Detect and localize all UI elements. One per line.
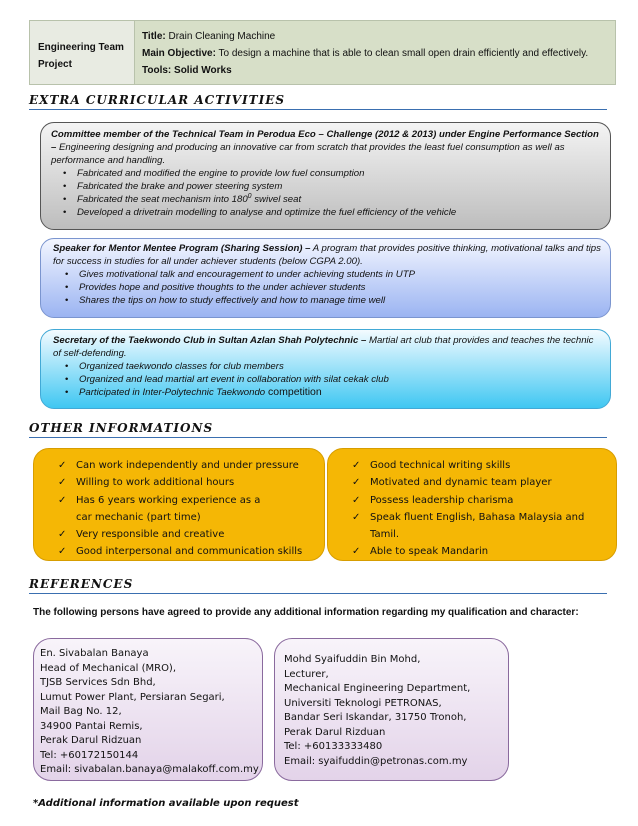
list-item: • Developed a drivetrain modelling to analyse and optimize the fuel efficiency of the vehicle — [77, 206, 602, 219]
list-item — [58, 457, 318, 474]
reference-line: Mohd Syaifuddin Bin Mohd, — [284, 654, 421, 665]
activity-intro — [53, 334, 602, 360]
reference-email: Email: sivabalan.banaya@malakoff.com.my — [40, 764, 259, 775]
skills-list-right — [350, 457, 610, 561]
reference-phone: Tel: +60172150144 — [40, 749, 139, 761]
project-title-line — [142, 28, 615, 45]
list-item — [352, 457, 610, 474]
list-item — [352, 474, 610, 491]
reference-line: Perak Darul Ridzuan — [40, 735, 142, 746]
degree-superscript: 0 — [247, 192, 252, 200]
check-icon: ✓ — [352, 477, 361, 489]
project-objective-line — [142, 45, 615, 62]
list-item: • Gives motivational talk and encouragement to under achieving students in UTP — [79, 268, 602, 281]
activity-heading: Secretary of the Taekwondo Club in Sultan Azlan Shah Polytechnic – — [53, 335, 367, 346]
activity-heading: Speaker for Mentor Mentee Program (Sharing Session) – — [53, 243, 311, 254]
section-title-references: REFERENCES — [29, 577, 607, 594]
reference-line: Head of Mechanical (MRO), — [40, 662, 177, 674]
list-item — [352, 543, 610, 560]
list-item-text-tail: competition — [265, 386, 322, 398]
skills-box-left — [33, 448, 325, 561]
project-title-label: Title: — [142, 31, 166, 42]
reference-phone: Tel: +60133333480 — [284, 741, 383, 752]
activity-box-perodua — [40, 122, 611, 230]
skill-text: Possess leadership charisma — [370, 494, 514, 506]
check-icon: ✓ — [58, 460, 67, 471]
list-item — [58, 526, 318, 543]
activity-box-mentor — [40, 238, 611, 318]
list-item-text: Fabricated the seat mechanism into 180 — [77, 194, 248, 205]
project-label: Engineering Team Project — [38, 42, 124, 70]
list-item: • Provides hope and positive thoughts to the under achiever students — [79, 281, 602, 294]
list-item — [352, 509, 610, 544]
reference-card-syaifuddin — [274, 638, 509, 781]
skill-text: Good interpersonal and communication skills — [76, 546, 303, 558]
list-item — [58, 492, 318, 527]
list-item — [58, 474, 318, 491]
activity-intro — [53, 242, 602, 268]
list-item: • Organized and lead martial art event in collaboration with silat cekak club — [79, 373, 602, 386]
skill-text: Very responsible and creative — [76, 529, 225, 541]
reference-email: Email: syaifuddin@petronas.com.my — [284, 755, 468, 767]
reference-line: Lecturer, — [284, 668, 329, 680]
reference-line: Mail Bag No. 12, — [40, 706, 122, 717]
list-item — [77, 193, 602, 206]
section-title-other-informations: OTHER INFORMATIONS — [29, 421, 607, 438]
list-item: • Fabricated the brake and power steering system — [77, 180, 602, 193]
reference-line: Universiti Teknologi PETRONAS, — [284, 697, 442, 709]
skill-text: Speak fluent English, Bahasa Malaysia and Tamil. — [370, 511, 585, 541]
list-item: • Shares the tips on how to study effectively and how to manage time well — [79, 294, 602, 307]
project-tools: Tools: Solid Works — [142, 65, 232, 76]
list-item: • Fabricated and modified the engine to provide low fuel consumption — [77, 167, 602, 180]
activity-description: A program that provides positive thinking, motivational talks and tips for success in studies for all under achiever students (below CGPA 2.00). — [53, 243, 601, 267]
skill-text: Able to speak Mandarin — [370, 546, 489, 558]
section-title-extra-curricular: EXTRA CURRICULAR ACTIVITIES — [29, 93, 607, 110]
project-objective-value: To design a machine that is able to clean small open drain efficiently and effectively. — [215, 48, 589, 59]
reference-line: Perak Darul Rizduan — [284, 726, 386, 738]
reference-card-sivabalan — [33, 638, 263, 781]
reference-line: 34900 Pantai Remis, — [40, 720, 143, 732]
activity-heading: Committee member of the Technical Team in Perodua Eco – Challenge (2012 & 2013) under Engine Performance Section – — [51, 129, 599, 153]
check-icon: ✓ — [58, 477, 67, 489]
skill-text: Can work independently and under pressure — [76, 460, 299, 471]
check-icon: ✓ — [58, 529, 67, 541]
reference-line: Lumut Power Plant, Persiaran Segari, — [40, 691, 225, 703]
reference-line: Bandar Seri Iskandar, 31750 Tronoh, — [284, 712, 467, 723]
reference-line: En. Sivabalan Banaya — [40, 648, 149, 659]
activity-box-taekwondo — [40, 329, 611, 409]
skill-text: Has 6 years working experience as a car mechanic (part time) — [76, 494, 261, 523]
skills-box-right — [327, 448, 617, 561]
list-item-text: Participated in Inter-Polytechnic Taekwondo — [79, 387, 266, 398]
activity-description: Engineering designing and producing an innovative car from scratch that provides the least fuel consumption as well as performance and handling. — [51, 142, 565, 166]
check-icon: ✓ — [352, 546, 361, 558]
project-label-cell — [29, 20, 135, 85]
footnote: *Additional information available upon request — [33, 798, 299, 809]
skill-text: Motivated and dynamic team player — [370, 477, 552, 489]
list-item — [79, 386, 602, 399]
activity-intro — [51, 128, 602, 167]
project-tools-line — [142, 62, 615, 79]
check-icon: ✓ — [58, 494, 67, 506]
activity-bullets — [53, 360, 602, 399]
check-icon: ✓ — [352, 460, 361, 471]
activity-description: Martial art club that provides and teaches the technic of self-defending. — [53, 335, 594, 359]
check-icon: ✓ — [352, 511, 361, 523]
skills-list-left — [56, 457, 318, 561]
reference-line: Mechanical Engineering Department, — [284, 683, 471, 694]
project-title-value: Drain Cleaning Machine — [165, 31, 276, 42]
list-item — [58, 543, 318, 560]
references-intro: The following persons have agreed to provide any additional information regarding my qualification and character: — [33, 607, 579, 618]
activity-bullets — [51, 167, 602, 219]
list-item: • Organized taekwondo classes for club members — [79, 360, 602, 373]
list-item — [352, 492, 610, 509]
activity-bullets — [53, 268, 602, 307]
skill-text: Good technical writing skills — [370, 460, 511, 471]
list-item-text-tail: swivel seat — [251, 194, 302, 205]
check-icon: ✓ — [352, 494, 361, 506]
skill-text: Willing to work additional hours — [76, 477, 235, 489]
project-objective-label: Main Objective: — [142, 48, 216, 59]
check-icon: ✓ — [58, 546, 67, 558]
project-details-cell — [135, 20, 616, 85]
reference-line: TJSB Services Sdn Bhd, — [40, 677, 156, 688]
